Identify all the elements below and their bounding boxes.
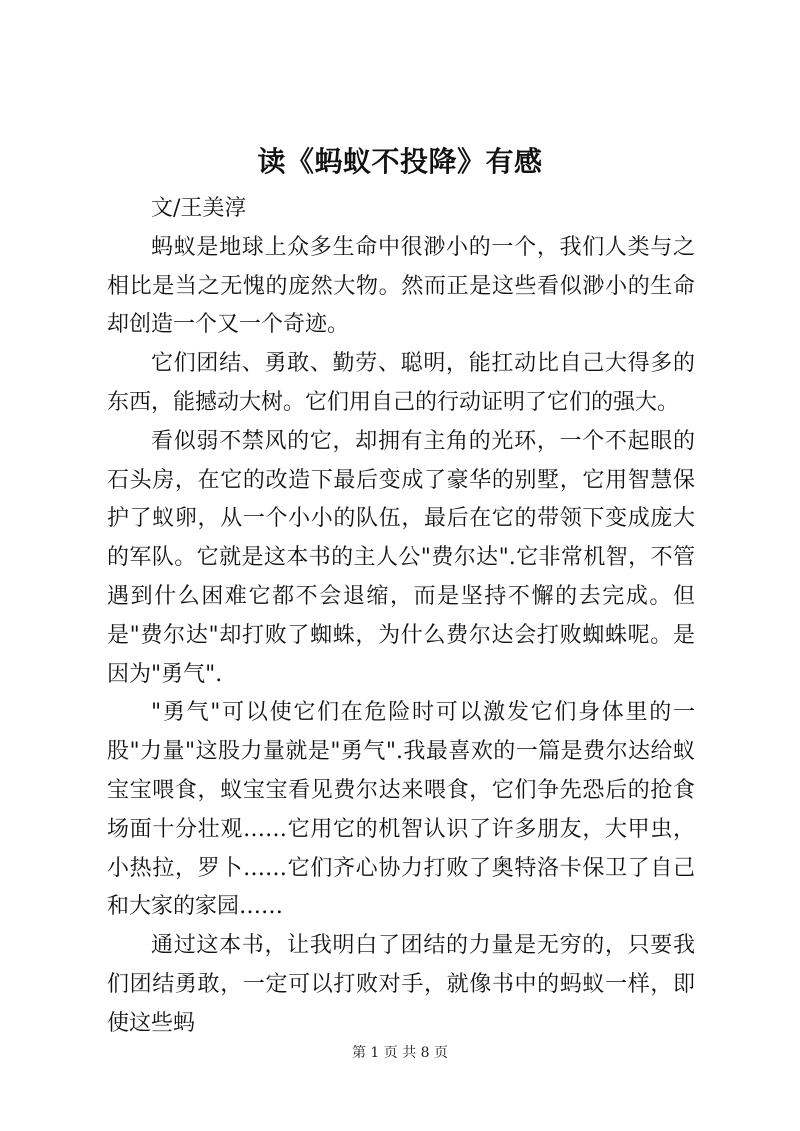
- paragraph: 看似弱不禁风的它，却拥有主角的光环，一个不起眼的石头房，在它的改造下最后变成了豪华的别墅，它用智慧保护了蚁卵，从一个小小的队伍，最后在它的带领下变成庞大的军队。它就是这本书的主人公"费尔达".它非常机智，不管遇到什么困难它都不会退缩，而是坚持不懈的去完成。但是"费尔达"却打败了蜘蛛，为什么费尔达会打败蜘蛛呢。是因为"勇气".: [107, 428, 695, 687]
- document-title: 读《蚂蚁不投降》有感: [257, 145, 543, 178]
- paragraph: "勇气"可以使它们在危险时可以激发它们身体里的一股"力量"这股力量就是"勇气".我最喜欢的一篇是费尔达给蚁宝宝喂食，蚁宝宝看见费尔达来喂食，它们争先恐后的抢食场面十分壮观……它用它的机智认识了许多朋友，大甲虫，小热拉，罗卜……它们齐心协力打败了奥特洛卡保卫了自己和大家的家园……: [107, 700, 695, 920]
- paragraph: 蚂蚁是地球上众多生命中很渺小的一个，我们人类与之相比是当之无愧的庞然大物。然而正是这些看似渺小的生命却创造一个又一个奇迹。: [107, 234, 695, 338]
- document-body: [107, 190, 695, 1044]
- paragraph: 通过这本书，让我明白了团结的力量是无穷的，只要我们团结勇敢，一定可以打败对手，就像书中的蚂蚁一样，即使这些蚂: [107, 933, 695, 1036]
- page-footer: 第 1 页 共 8 页: [351, 1045, 449, 1061]
- paragraph: 它们团结、勇敢、勤劳、聪明，能扛动比自己大得多的东西，能撼动大树。它们用自己的行动证明了它们的强大。: [107, 351, 695, 415]
- author-line: 文/王美淳: [151, 196, 247, 221]
